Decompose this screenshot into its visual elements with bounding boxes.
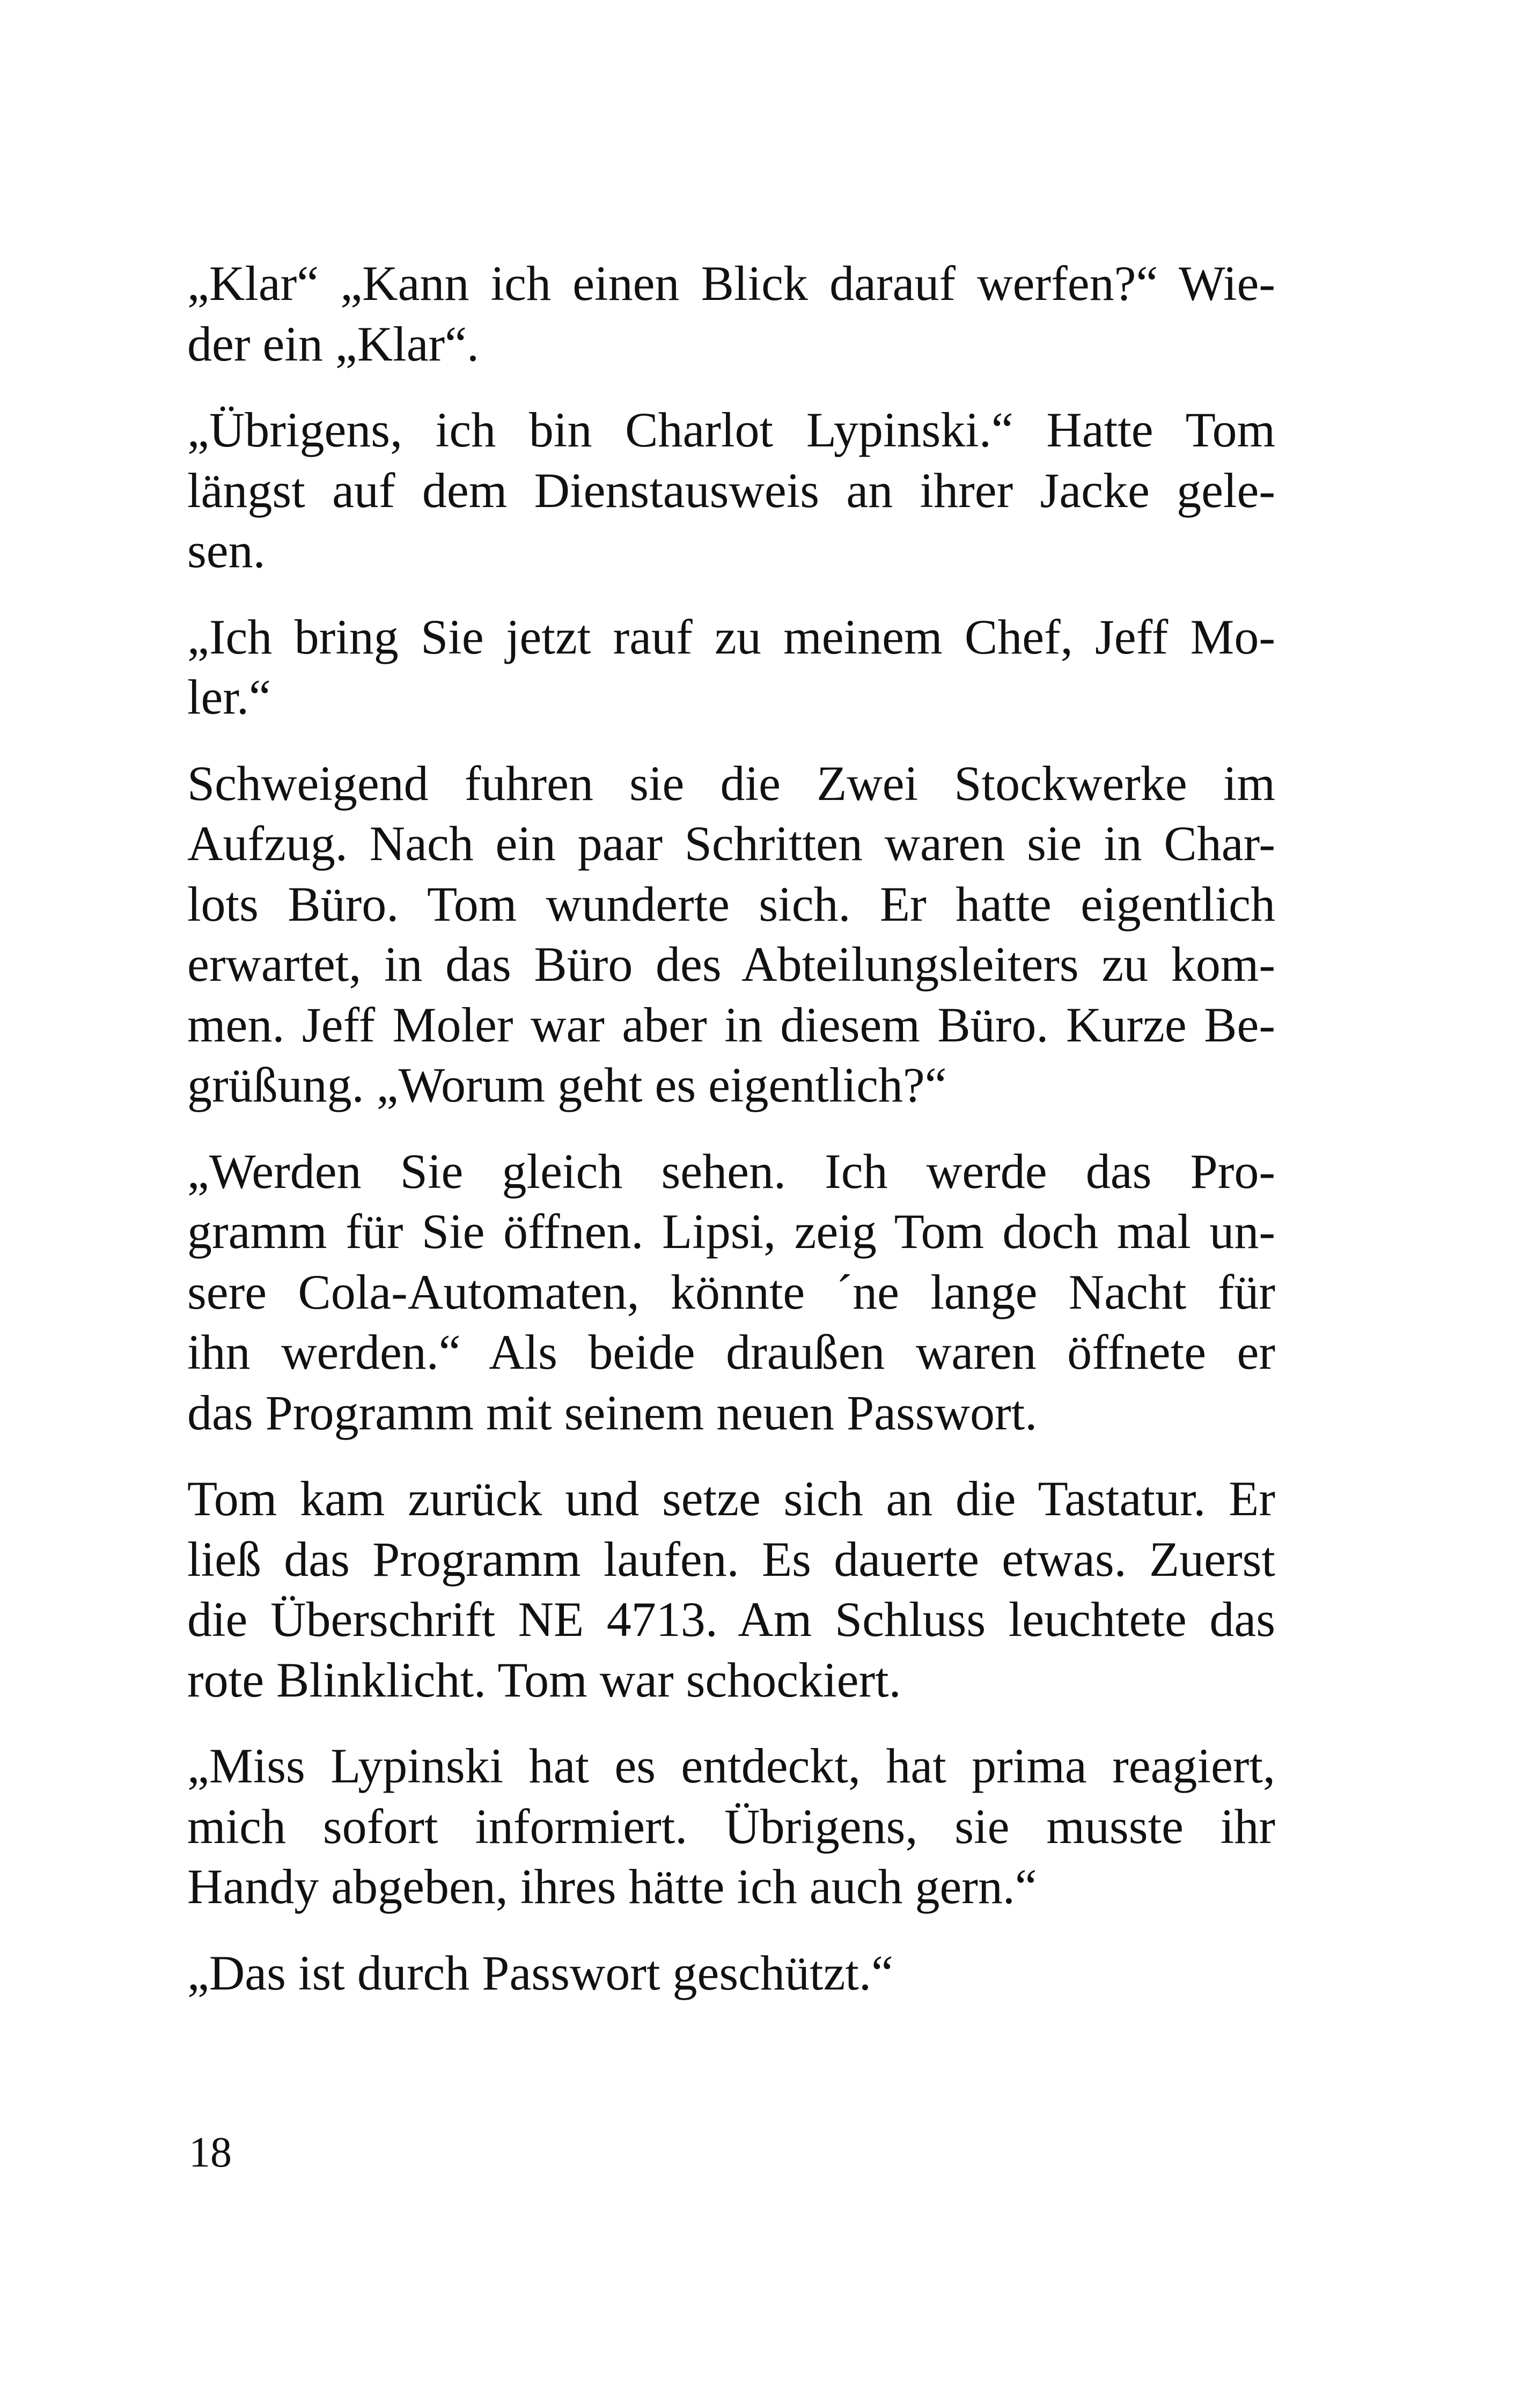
text-line: ließ das Programm laufen. Es dauerte etwas. Zuerst <box>187 1531 1275 1587</box>
paragraph <box>187 1469 1275 1710</box>
paragraph <box>187 400 1275 581</box>
text-line: erwartet, in das Büro des Abteilungsleiters zu kom- <box>187 937 1275 992</box>
text-line: Tom kam zurück und setze sich an die Tastatur. Er <box>187 1471 1275 1526</box>
paragraph <box>187 607 1275 728</box>
text-line: ler.“ <box>187 670 271 724</box>
text-line: der ein „Klar“. <box>187 316 480 371</box>
paragraph <box>187 1943 1275 2003</box>
text-line: „Klar“ „Kann ich einen Blick darauf werfen?“ Wie- <box>187 256 1275 311</box>
paragraph <box>187 1141 1275 1443</box>
text-line: längst auf dem Dienstausweis an ihrer Jacke gele- <box>187 462 1275 518</box>
text-line: „Ich bring Sie jetzt rauf zu meinem Chef, Jeff Mo- <box>187 609 1275 664</box>
text-line: mich sofort informiert. Übrigens, sie musste ihr <box>187 1798 1275 1854</box>
text-line: rote Blinklicht. Tom war schockiert. <box>187 1652 901 1707</box>
page-number: 18 <box>189 2129 232 2176</box>
text-line: „Übrigens, ich bin Charlot Lypinski.“ Hatte Tom <box>187 402 1275 457</box>
text-line: „Werden Sie gleich sehen. Ich werde das Pro- <box>187 1143 1275 1199</box>
text-line: lots Büro. Tom wunderte sich. Er hatte eigentlich <box>187 876 1275 931</box>
text-line: Schweigend fuhren sie die Zwei Stockwerke im <box>187 755 1275 811</box>
text-line: sere Cola-Automaten, könnte ´ne lange Nacht für <box>187 1264 1275 1319</box>
paragraph <box>187 1736 1275 1917</box>
paragraph <box>187 253 1275 374</box>
text-line: die Überschrift NE 4713. Am Schluss leuchtete das <box>187 1592 1275 1647</box>
paragraph <box>187 753 1275 1115</box>
text-line: ihn werden.“ Als beide draußen waren öffnete er <box>187 1325 1275 1379</box>
text-line: „Das ist durch Passwort geschützt.“ <box>187 1945 893 2000</box>
text-line: grüßung. „Worum geht es eigentlich?“ <box>187 1058 947 1112</box>
text-line: Aufzug. Nach ein paar Schritten waren sie in Char- <box>187 816 1275 871</box>
text-line: „Miss Lypinski hat es entdeckt, hat prima reagiert, <box>187 1738 1275 1793</box>
text-line: sen. <box>187 523 266 578</box>
text-line: men. Jeff Moler war aber in diesem Büro. Kurze Be- <box>187 997 1275 1052</box>
body-text <box>187 253 1275 2029</box>
text-line: Handy abgeben, ihres hätte ich auch gern.“ <box>187 1859 1037 1914</box>
text-line: das Programm mit seinem neuen Passwort. <box>187 1385 1038 1440</box>
text-line: gramm für Sie öffnen. Lipsi, zeig Tom doch mal un- <box>187 1204 1275 1259</box>
